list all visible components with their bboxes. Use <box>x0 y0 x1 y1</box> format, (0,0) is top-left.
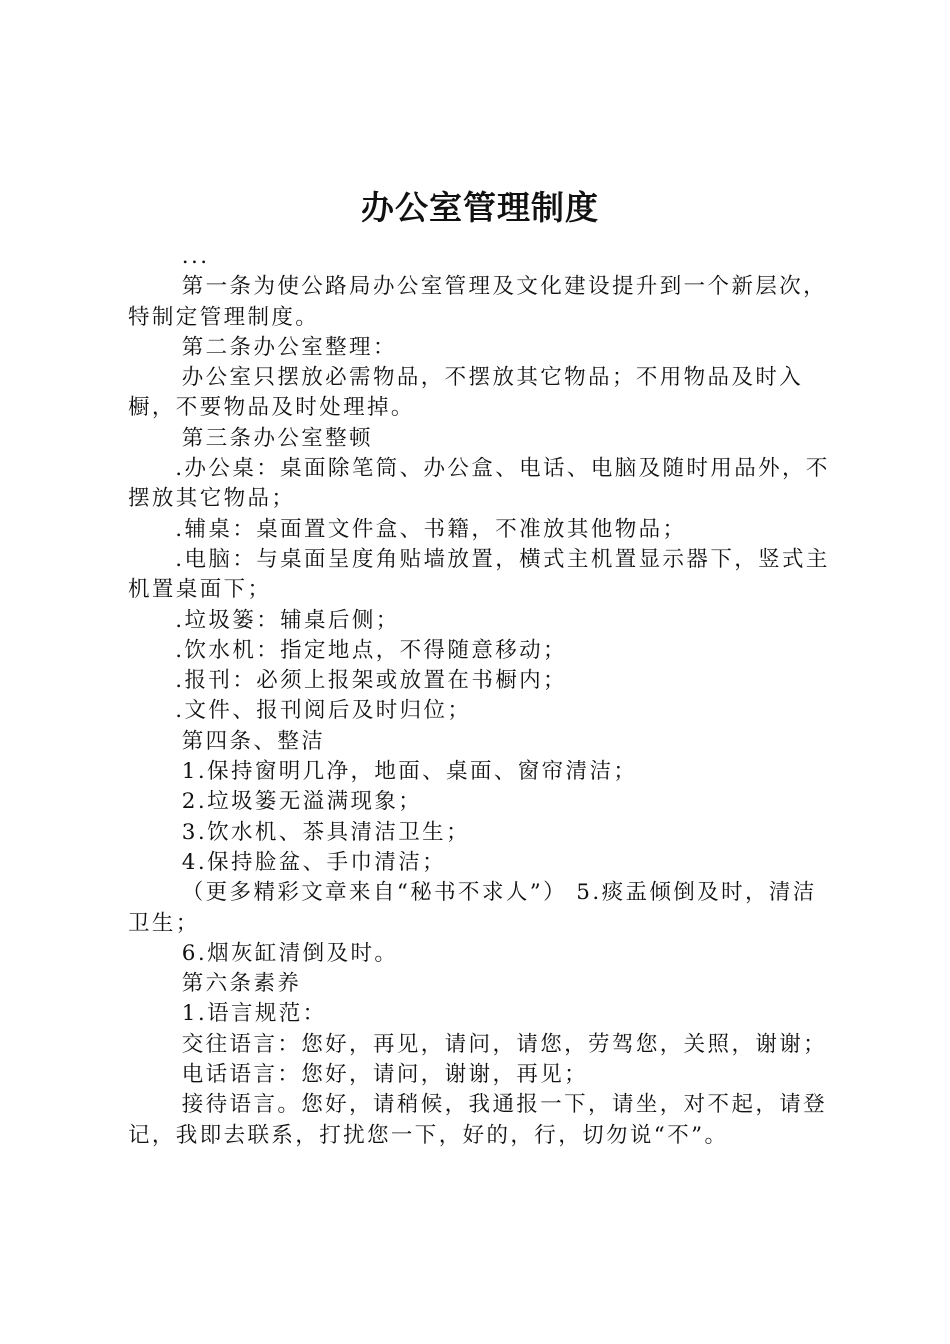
document-title: 办公室管理制度 <box>361 188 599 227</box>
paragraph-social-language: 交往语言：您好，再见，请问，请您，劳驾您，关照，谢谢； <box>181 1031 828 1057</box>
paragraph-article-2-body: 办公室只摆放必需物品，不摆放其它物品；不用物品及时入橱，不要物品及时处理掉。 <box>128 365 804 421</box>
paragraph-article-6-heading: 第六条素养 <box>181 971 302 997</box>
paragraph-waste-basket: .垃圾篓：辅桌后侧； <box>175 607 400 633</box>
paragraph-language-norms: 1.语言规范： <box>181 1001 327 1027</box>
document-body <box>128 242 836 1151</box>
paragraph-computer: .电脑：与桌面呈度角贴墙放置，横式主机置显示器下，竖式主机置桌面下； <box>128 546 830 603</box>
list-item: 2.垃圾篓无溢满现象； <box>181 789 423 815</box>
paragraph-side-desk: .辅桌：桌面置文件盒、书籍，不准放其他物品； <box>175 516 687 542</box>
paragraph-reception-language: 接待语言。您好，请稍候，我通报一下，请坐，对不起，请登记，我即去联系，打扰您一下，好的，行，切勿说“不”。 <box>128 1092 828 1148</box>
paragraph-ellipsis: ... <box>181 244 210 269</box>
list-item: 3.饮水机、茶具清洁卫生； <box>181 819 470 845</box>
paragraph-article-4-heading: 第四条、整洁 <box>181 728 326 754</box>
paragraph-article-2-heading: 第二条办公室整理： <box>181 334 397 360</box>
paragraph-article-1: 第一条为使公路局办公室管理及文化建设提升到一个新层次，特制定管理制度。 <box>128 274 828 330</box>
list-item: 4.保持脸盆、手巾清洁； <box>181 849 447 875</box>
paragraph-phone-language: 电话语言：您好，请问，谢谢，再见； <box>181 1062 589 1088</box>
paragraph-water-dispenser: .饮水机：指定地点，不得随意移动； <box>175 637 567 663</box>
list-item: （更多精彩文章来自“秘书不求人”） 5.痰盂倾倒及时，清洁卫生； <box>128 880 817 936</box>
paragraph-article-3-heading: 第三条办公室整顿 <box>181 425 373 451</box>
list-item: 6.烟灰缸清倒及时。 <box>181 940 399 966</box>
paragraph-documents: .文件、报刊阅后及时归位； <box>175 698 472 724</box>
paragraph-newspapers: .报刊：必须上报架或放置在书橱内； <box>175 668 567 694</box>
list-item: 1.保持窗明几净，地面、桌面、窗帘清洁； <box>181 759 638 785</box>
paragraph-desk: .办公桌：桌面除笔筒、办公盒、电话、电脑及随时用品外，不摆放其它物品； <box>128 456 830 512</box>
